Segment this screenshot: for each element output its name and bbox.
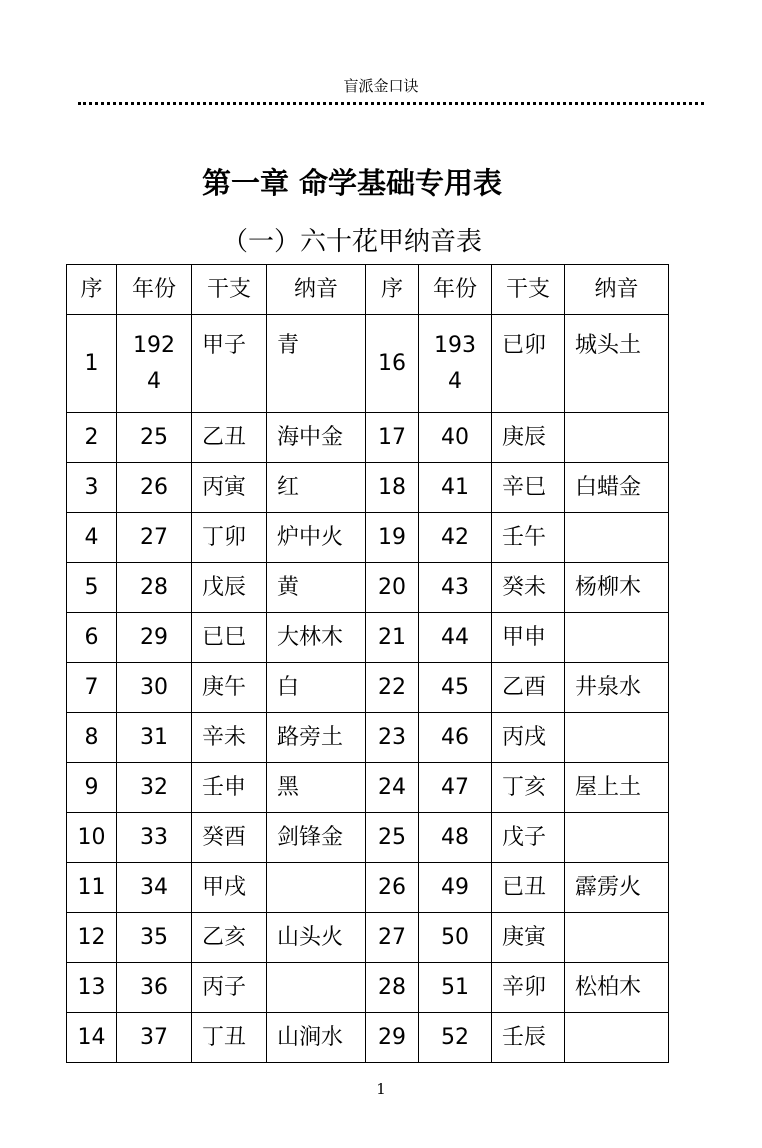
index-cell: 2 xyxy=(67,413,117,463)
index-cell: 11 xyxy=(67,863,117,913)
nayin-cell-2 xyxy=(565,513,669,563)
year-cell-2: 44 xyxy=(419,613,492,663)
year-cell-2: 50 xyxy=(419,913,492,963)
table-row xyxy=(67,315,669,413)
header-rule xyxy=(78,102,704,105)
year-cell-2: 41 xyxy=(419,463,492,513)
header-cell-year-2: 年份 xyxy=(419,265,492,315)
ganzhi-cell-2: 乙酉 xyxy=(492,663,565,713)
index-cell-2: 21 xyxy=(366,613,419,663)
index-cell: 14 xyxy=(67,1013,117,1063)
ganzhi-cell-2: 癸未 xyxy=(492,563,565,613)
ganzhi-cell: 已巳 xyxy=(192,613,267,663)
nayin-cell: 白 xyxy=(267,663,366,713)
nayin-cell: 青 xyxy=(267,315,366,413)
nayin-cell-2: 松柏木 xyxy=(565,963,669,1013)
section-title: （一）六十花甲纳音表 xyxy=(221,227,482,257)
index-cell-2: 22 xyxy=(366,663,419,713)
ganzhi-cell-2: 丙戌 xyxy=(492,713,565,763)
table-header-row xyxy=(67,265,669,315)
year-cell-2: 51 xyxy=(419,963,492,1013)
nayin-cell: 黑 xyxy=(267,763,366,813)
index-cell: 3 xyxy=(67,463,117,513)
header-cell-nayin-2: 纳音 xyxy=(565,265,669,315)
nayin-cell-2: 霹雳火 xyxy=(565,863,669,913)
year-cell: 26 xyxy=(117,463,192,513)
year-cell-2: 46 xyxy=(419,713,492,763)
index-cell: 10 xyxy=(67,813,117,863)
header-cell-index: 序 xyxy=(67,265,117,315)
ganzhi-cell: 癸酉 xyxy=(192,813,267,863)
nayin-cell-2 xyxy=(565,813,669,863)
year-cell: 29 xyxy=(117,613,192,663)
year-cell-2: 52 xyxy=(419,1013,492,1063)
nayin-cell: 黄 xyxy=(267,563,366,613)
header-cell-index-2: 序 xyxy=(366,265,419,315)
nayin-cell: 山头火 xyxy=(267,913,366,963)
index-cell: 8 xyxy=(67,713,117,763)
year-cell-2: 40 xyxy=(419,413,492,463)
header-cell-ganzhi: 干支 xyxy=(192,265,267,315)
year-cell: 28 xyxy=(117,563,192,613)
table-row xyxy=(67,963,669,1013)
year-cell-2: 49 xyxy=(419,863,492,913)
index-cell: 6 xyxy=(67,613,117,663)
table-row xyxy=(67,863,669,913)
year-cell-2 xyxy=(419,315,492,413)
nayin-cell-2: 杨柳木 xyxy=(565,563,669,613)
nayin-cell: 路旁土 xyxy=(267,713,366,763)
index-cell-2: 17 xyxy=(366,413,419,463)
table-row xyxy=(67,413,669,463)
nayin-cell-2: 城头土 xyxy=(565,315,669,413)
nayin-cell-2 xyxy=(565,713,669,763)
year-cell-2: 47 xyxy=(419,763,492,813)
table-row xyxy=(67,563,669,613)
ganzhi-cell: 乙亥 xyxy=(192,913,267,963)
nayin-cell-2: 白蜡金 xyxy=(565,463,669,513)
nayin-cell: 海中金 xyxy=(267,413,366,463)
index-cell: 12 xyxy=(67,913,117,963)
table-row xyxy=(67,763,669,813)
ganzhi-cell-2: 戊子 xyxy=(492,813,565,863)
ganzhi-cell: 辛未 xyxy=(192,713,267,763)
year-cell-2: 42 xyxy=(419,513,492,563)
index-cell: 13 xyxy=(67,963,117,1013)
index-cell-2: 26 xyxy=(366,863,419,913)
nayin-table xyxy=(66,264,669,1063)
nayin-table-container xyxy=(66,264,669,1063)
table-row xyxy=(67,663,669,713)
header-cell-year: 年份 xyxy=(117,265,192,315)
ganzhi-cell-2: 辛卯 xyxy=(492,963,565,1013)
index-cell-2: 23 xyxy=(366,713,419,763)
nayin-cell xyxy=(267,863,366,913)
table-row xyxy=(67,913,669,963)
nayin-cell-2 xyxy=(565,1013,669,1063)
ganzhi-cell-2: 已卯 xyxy=(492,315,565,413)
ganzhi-cell-2: 已丑 xyxy=(492,863,565,913)
chapter-title: 第一章 命学基础专用表 xyxy=(201,166,503,200)
year-cell xyxy=(117,315,192,413)
nayin-cell-2 xyxy=(565,413,669,463)
year-cell: 31 xyxy=(117,713,192,763)
page-number: 1 xyxy=(376,1080,386,1098)
index-cell-2: 27 xyxy=(366,913,419,963)
ganzhi-cell: 甲子 xyxy=(192,315,267,413)
nayin-cell-2: 屋上土 xyxy=(565,763,669,813)
index-cell: 5 xyxy=(67,563,117,613)
header-cell-nayin: 纳音 xyxy=(267,265,366,315)
year-cell: 36 xyxy=(117,963,192,1013)
ganzhi-cell: 丙寅 xyxy=(192,463,267,513)
ganzhi-cell-2: 甲申 xyxy=(492,613,565,663)
ganzhi-cell-2: 辛巳 xyxy=(492,463,565,513)
ganzhi-cell: 甲戌 xyxy=(192,863,267,913)
year-cell: 30 xyxy=(117,663,192,713)
index-cell-2: 19 xyxy=(366,513,419,563)
year-cell-2: 43 xyxy=(419,563,492,613)
index-cell-2: 20 xyxy=(366,563,419,613)
index-cell-2: 16 xyxy=(366,315,419,413)
table-row xyxy=(67,513,669,563)
nayin-cell: 大林木 xyxy=(267,613,366,663)
table-row xyxy=(67,813,669,863)
year-cell: 33 xyxy=(117,813,192,863)
year-cell-2: 48 xyxy=(419,813,492,863)
nayin-cell-2 xyxy=(565,613,669,663)
year-cell: 32 xyxy=(117,763,192,813)
index-cell: 1 xyxy=(67,315,117,413)
ganzhi-cell: 乙丑 xyxy=(192,413,267,463)
table-row xyxy=(67,463,669,513)
ganzhi-cell: 丙子 xyxy=(192,963,267,1013)
ganzhi-cell: 庚午 xyxy=(192,663,267,713)
index-cell-2: 25 xyxy=(366,813,419,863)
index-cell-2: 28 xyxy=(366,963,419,1013)
ganzhi-cell-2: 庚寅 xyxy=(492,913,565,963)
table-body xyxy=(67,413,669,1063)
nayin-cell-2 xyxy=(565,913,669,963)
year-cell: 25 xyxy=(117,413,192,463)
table-row xyxy=(67,713,669,763)
ganzhi-cell: 壬申 xyxy=(192,763,267,813)
year-text-2: 1934 xyxy=(434,332,476,394)
ganzhi-cell-2: 庚辰 xyxy=(492,413,565,463)
nayin-cell: 山涧水 xyxy=(267,1013,366,1063)
running-header: 盲派金口诀 xyxy=(343,77,419,95)
year-cell-2: 45 xyxy=(419,663,492,713)
nayin-cell: 剑锋金 xyxy=(267,813,366,863)
ganzhi-cell: 丁丑 xyxy=(192,1013,267,1063)
index-cell-2: 24 xyxy=(366,763,419,813)
year-cell: 37 xyxy=(117,1013,192,1063)
ganzhi-cell-2: 壬午 xyxy=(492,513,565,563)
nayin-cell: 炉中火 xyxy=(267,513,366,563)
ganzhi-cell: 丁卯 xyxy=(192,513,267,563)
year-text: 1924 xyxy=(133,332,175,394)
nayin-cell: 红 xyxy=(267,463,366,513)
index-cell: 9 xyxy=(67,763,117,813)
index-cell-2: 18 xyxy=(366,463,419,513)
index-cell-2: 29 xyxy=(366,1013,419,1063)
nayin-cell-2: 井泉水 xyxy=(565,663,669,713)
table-row xyxy=(67,613,669,663)
ganzhi-cell: 戊辰 xyxy=(192,563,267,613)
year-cell: 27 xyxy=(117,513,192,563)
ganzhi-cell-2: 丁亥 xyxy=(492,763,565,813)
table-row xyxy=(67,1013,669,1063)
year-cell: 35 xyxy=(117,913,192,963)
index-cell: 7 xyxy=(67,663,117,713)
header-cell-ganzhi-2: 干支 xyxy=(492,265,565,315)
nayin-cell xyxy=(267,963,366,1013)
ganzhi-cell-2: 壬辰 xyxy=(492,1013,565,1063)
index-cell: 4 xyxy=(67,513,117,563)
year-cell: 34 xyxy=(117,863,192,913)
